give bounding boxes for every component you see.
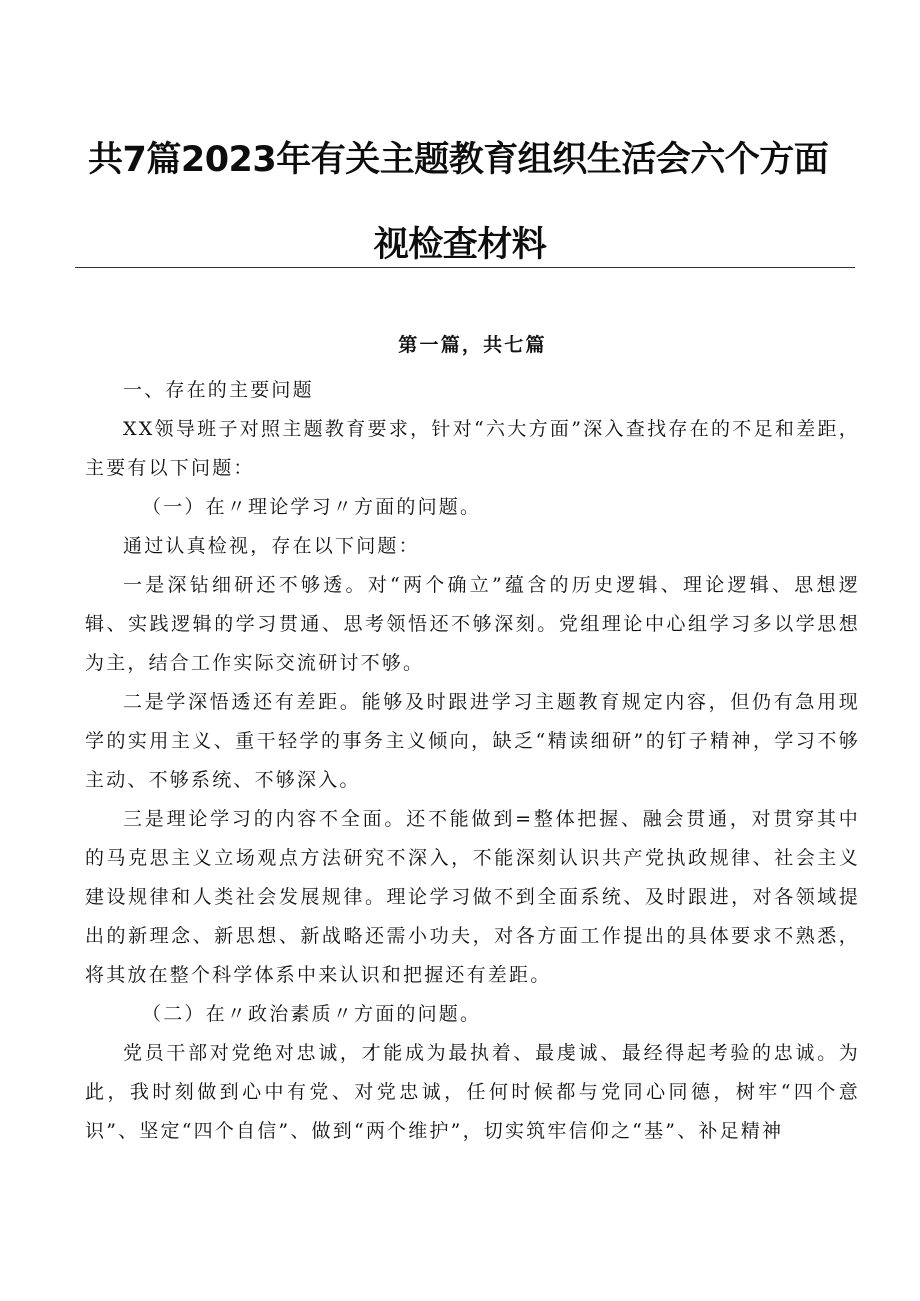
section-subtitle: 第一篇，共七篇 (398, 334, 547, 356)
paragraph: XX领导班子对照主题教育要求，针对“六大方面”深入查找存在的不足和差距，主要有以下问题： (85, 418, 860, 479)
paragraph: 二是学深悟透还有差距。能够及时跟进学习主题教育规定内容，但仍有急用现学的实用主义、重干轻学的事务主义倾向，缺乏“精读细研”的钉子精神，学习不够主动、不够系统、不够深入。 (85, 691, 860, 791)
subsection-heading: （一）在〃理论学习〃方面的问题。 (142, 496, 482, 518)
paragraph: 一是深钻细研还不够透。对“两个确立”蕴含的历史逻辑、理论逻辑、思想逻辑、实践逻辑的学习贯通、思考领悟还不够深刻。党组理论中心组学习多以学思想为主，结合工作实际交流研讨不够。 (85, 574, 860, 674)
title-divider (75, 267, 855, 268)
section-heading: 一、存在的主要问题 (123, 379, 314, 401)
document-title-line-2-text: 视检查材料 (373, 225, 547, 265)
paragraph: 三是理论学习的内容不全面。还不能做到=整体把握、融会贯通，对贯穿其中的马克思主义立场观点方法研究不深入，不能深刻认识共产党执政规律、社会主义建设规律和人类社会发展规律。理论学习做不到全面系统、及时跟进，对各领域提出的新理念、新思想、新战略还需小功夫，对各方面工作提出的具体要求不熟悉，将其放在整个科学体系中来认识和把握还有差距。 (85, 808, 860, 986)
paragraph: 党员干部对党绝对忠诚，才能成为最执着、最虔诚、最经得起考验的忠诚。为此，我时刻做到心中有党、对党忠诚，任何时候都与党同心同德，树牢“四个意识”、坚定“四个自信”、做到“两个维护”，切实筑牢信仰之“基”、补足精神 (85, 1042, 860, 1142)
document-title-line-2 (0, 225, 920, 265)
paragraph: 通过认真检视，存在以下问题： (123, 535, 420, 557)
document-body (85, 326, 860, 1151)
subsection-heading: （二）在〃政治素质〃方面的问题。 (142, 1003, 482, 1025)
document-title-line-1: 共7篇2023年有关主题教育组织生活会六个方面 (88, 140, 829, 180)
